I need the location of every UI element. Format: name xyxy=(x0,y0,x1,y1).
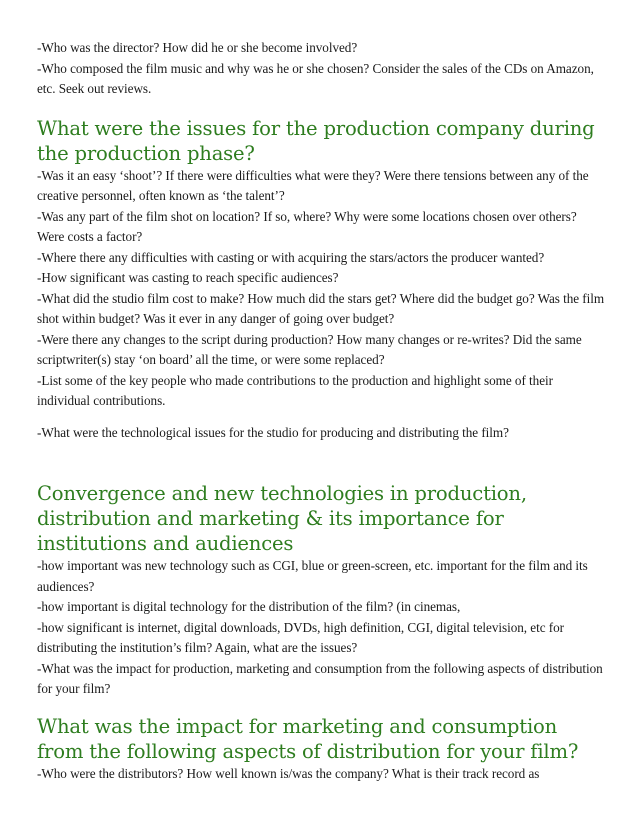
paragraph-distributors: -Who were the distributors? How well known is/was the company? What is their track record as xyxy=(37,765,540,781)
document-page xyxy=(37,38,605,784)
section-heading-marketing-impact: What was the impact for marketing and consumption from the following aspects of distribution for your film? xyxy=(37,714,579,763)
paragraph-location: -Was any part of the film shot on location? If so, where? Why were some locations chosen over others? Were costs a factor? xyxy=(37,208,577,244)
paragraph-shoot: -Was it an easy ‘shoot’? If there were difficulties what were they? Were there tensions between any of the creative personnel, often known as ‘the talent’? xyxy=(37,167,589,203)
paragraph-technological-issues: -What were the technological issues for the studio for producing and distributing the film? xyxy=(37,424,509,440)
section-heading-production-issues: What were the issues for the production company during the production phase? xyxy=(37,116,595,165)
paragraph-key-people: -List some of the key people who made contributions to the production and highlight some of their individual contributions. xyxy=(37,372,553,408)
section-marketing-impact xyxy=(37,714,605,785)
paragraph-new-technology: -how important was new technology such as CGI, blue or green-screen, etc. important for the film and its audiences? xyxy=(37,558,588,594)
paragraph-casting-difficulties: -Where there any difficulties with casting or with acquiring the stars/actors the producer wanted? xyxy=(37,249,545,265)
intro-line-director: -Who was the director? How did he or she become involved? xyxy=(37,40,358,55)
section-convergence xyxy=(37,481,605,700)
paragraph-budget: -What did the studio film cost to make? How much did the stars get? Where did the budget go? Was the film shot within budget? Was it ever in any danger of going over budget? xyxy=(37,290,605,326)
paragraph-script-changes: -Were there any changes to the script during production? How many changes or re-writes? Did the same scriptwriter(s) stay ‘on board’ all the time, or were some replaced? xyxy=(37,331,582,367)
section-production-issues xyxy=(37,116,605,444)
paragraph-digital-technology: -how important is digital technology for the distribution of the film? (in cinemas, xyxy=(37,599,461,614)
intro-line-music: -Who composed the film music and why was he or she chosen? Consider the sales of the CDs on Amazon, etc. Seek out reviews. xyxy=(37,60,594,96)
paragraph-internet-downloads: -how significant is internet, digital downloads, DVDs, high definition, CGI, digital television, etc for distributing the institution’s film? Again, what are the issues? xyxy=(37,619,564,655)
paragraph-casting-audiences: -How significant was casting to reach specific audiences? xyxy=(37,270,339,285)
intro-block xyxy=(37,38,605,100)
section-heading-convergence: Convergence and new technologies in production, distribution and marketing & its importance for institutions and audiences xyxy=(37,482,527,555)
paragraph-impact-production: -What was the impact for production, marketing and consumption from the following aspects of distribution for your film? xyxy=(37,660,603,696)
